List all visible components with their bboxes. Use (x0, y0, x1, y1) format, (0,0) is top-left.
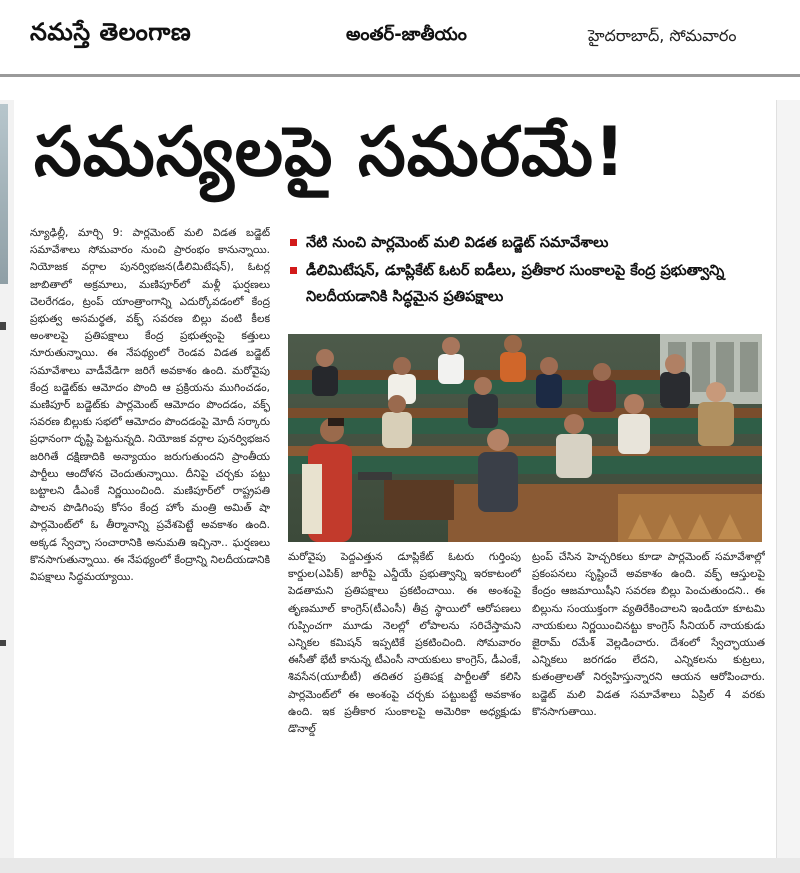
adjacent-article-edge-left (0, 100, 14, 860)
dateline: హైదరాబాద్, సోమవారం (588, 26, 737, 45)
text-fragment-mark (0, 640, 6, 646)
parliament-photo-illustration (288, 334, 762, 542)
article-column-3 (532, 549, 765, 849)
article-text: మరోవైపు పెద్దఎత్తున డూప్లికేట్ ఓటరు గుర్తింపు కార్డుల(ఎపిక్) జారీపై ఎన్డీయే ప్రభుత్వాన్ని ఇరకాటంలో పెడతామని ప్రతిపక్షాలు ప్రకటించాయి. ఈ అంశంపై తృణమూల్ కాంగ్రెస్(టీఎంసీ) తీవ్ర స్థాయిలో ఆరోపణలు గుప్పించగా మూడు నెలల్లో లోపాలను సరిచేస్తామని ఎన్నికల కమిషన్ ఇప్పటికే ప్రకటించింది. సోమవారం ఈసీతో భేటీ కానున్న టీఎంసీ నాయకులు కాంగ్రెస్, డీఎంకే, శివసేన(యూబీటీ) తదితర ప్రతిపక్ష పార్టీలతో కలిసి పార్లమెంట్‌లో ఈ అంశంపై చర్చకు పట్టుబట్టే అవకాశం ఉంది. ఇక ప్రతీకార సుంకాలపై అమెరికా అధ్యక్షుడు డొనాల్డ్ (288, 551, 521, 736)
article-text: ట్రంప్ చేసిన హెచ్చరికలు కూడా పార్లమెంట్ సమావేశాల్లో ప్రకంపనలు సృష్టించే అవకాశం ఉంది. వక్ఫ్ ఆస్తులపై కేంద్రం ఆజమాయిషీని సవరణ బిల్లు పెంచుతుందని.. ఈ బిల్లును సంయుక్తంగా వ్యతిరేకించాలని ఇండియా కూటమి నాయకులు నిర్ణయించినట్టు కాంగ్రెస్ సీనియర్ నాయకుడు జైరామ్ రమేశ్ వెల్లడించారు. దేశంలో స్వేచ్ఛాయుత ఎన్నికలు జరగడం లేదని, ఎన్నికలను కుట్రలు, కుతంత్రాలతో నిర్వహిస్తున్నారని ఆయన ఆరోపించారు. బడ్జెట్ మలి విడత సమావేశాలు ఏప్రిల్ 4 వరకు కొనసాగుతాయి. (532, 551, 765, 718)
masthead (0, 0, 800, 77)
highlight-text: నేటి నుంచి పార్లమెంట్ మలి విడత బడ్జెట్ సమావేశాలు (306, 235, 609, 251)
headline: సమస్యలపై సమరమే! (34, 113, 627, 192)
page-bottom-edge (0, 858, 800, 873)
bullet-square-icon (290, 239, 297, 246)
parliament-session-photo (288, 334, 762, 542)
adjacent-article-edge-right (776, 100, 800, 870)
article-text: న్యూఢిల్లీ, మార్చి 9: పార్లమెంట్ మలి విడత బడ్జెట్ సమావేశాలు సోమవారం నుంచి ప్రారంభం కానున్నాయి. నియోజక వర్గాల పునర్విభజన(డీలిమిటేషన్), ఓటర్ల జాబితాలో అక్రమాలు, మణిపూర్‌లో మళ్లీ ఘర్షణలు చెలరేగడం, ట్రంప్ యాంత్రాంగాన్ని ఎదుర్కోవడంలో కేంద్ర ప్రభుత్వ అసమర్థత, వక్ఫ్ సవరణ బిల్లు వంటి కీలక అంశాలపై ప్రతిపక్షాలు కేంద్ర ప్రభుత్వంపై కత్తులు నూరుతున్నాయి. ఈ నేపథ్యంలో రెండవ విడత బడ్జెట్ సమావేశాలు వాడీవేడిగా జరిగే అవకాశం ఉంది. మరోవైపు కేంద్ర బడ్జెట్‌కు ఆమోదం పొంది ఆ ప్రక్రియను ముగించడం, మణిపూర్ బడ్జెట్‌కు పార్లమెంట్ ఆమోదం పొందడం, వక్ఫ్ సవరణ బిల్లుకు సభలో ఆమోదం పొందడంపై మోదీ సర్కారు ప్రధానంగా దృష్టి పెట్టనున్నది. నియోజక వర్గాల పునర్విభజన జరిగితే దక్షిణాదికి అన్యాయం జరుగుతుందని ప్రాంతీయ పార్టీలు ఆందోళన చెందుతున్నాయి. దీనిపై చర్చకు పట్టు బట్టాలని డీఎంకే నిర్ణయించింది. మణిపూర్‌లో రాష్ట్రపతి పాలన పొడిగింపు కోసం కేంద్ర హోం మంత్రి అమిత్ షా పార్లమెంట్‌లో ఓ తీర్మానాన్ని ప్రవేశపెట్టే అవకాశం ఉంది. అక్కడ స్వేచ్ఛా సంచారానికి అనుమతి ఇచ్చినా.. ఘర్షణలు కొనసాగుతున్నాయి. ఈ నేపథ్యంలో కేంద్రాన్ని నిలదీయడానికి విపక్షాలు సిద్ధమయ్యాయి. (30, 227, 270, 584)
article-column-2 (288, 549, 521, 849)
highlight-text: డీలిమిటేషన్, డూప్లికేట్ ఓటర్ ఐడీలు, ప్రతీకార సుంకాలపై కేంద్ర ప్రభుత్వాన్ని నిలదీయడానికి సిద్ధమైన ప్రతిపక్షాలు (306, 263, 725, 305)
adjacent-photo-fragment (0, 104, 8, 284)
section-label: అంతర్-జాతీయం (346, 24, 467, 45)
article-column-1 (30, 225, 270, 845)
highlights-list (286, 230, 766, 312)
text-fragment-mark (0, 322, 6, 330)
newspaper-name: నమస్తే తెలంగాణ (30, 18, 192, 46)
highlight-item (286, 258, 766, 310)
bullet-square-icon (290, 267, 297, 274)
highlight-item (286, 230, 766, 256)
